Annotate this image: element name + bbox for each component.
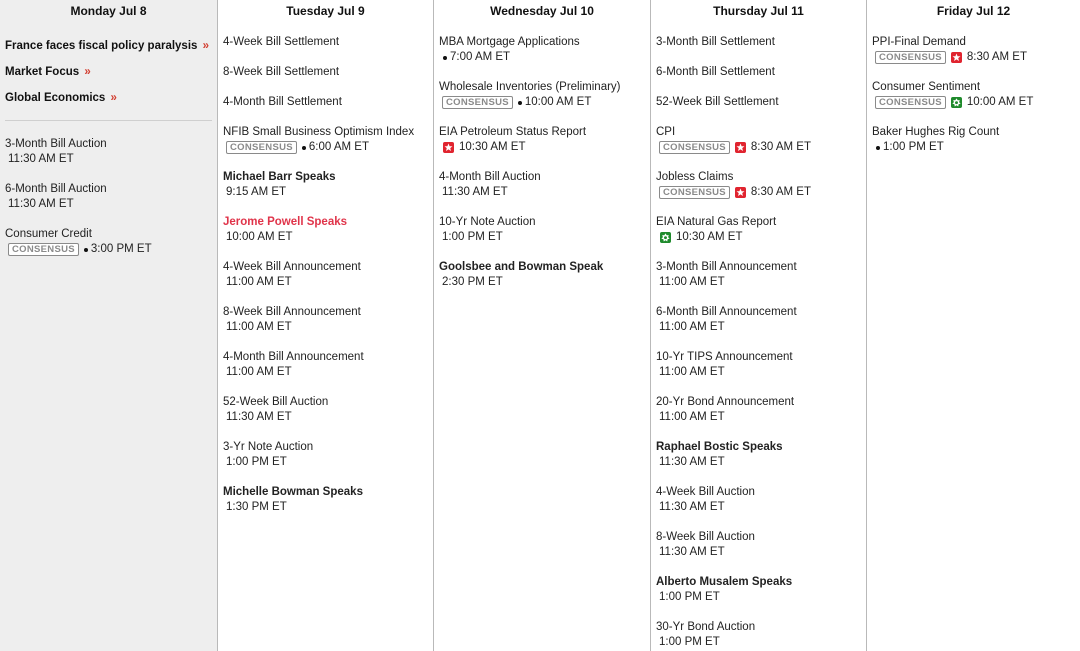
day-header: Wednesday Jul 10: [490, 4, 594, 18]
event-time: 2:30 PM ET: [442, 276, 503, 288]
star-icon: [443, 142, 454, 153]
event-meta: [659, 365, 866, 380]
event-time: 1:00 PM ET: [883, 141, 944, 153]
event-meta: [226, 275, 433, 290]
event-meta: [875, 95, 1080, 110]
event-time: 11:00 AM ET: [226, 366, 292, 378]
calendar-event[interactable]: [439, 35, 650, 65]
calendar-event[interactable]: [656, 260, 866, 290]
calendar-event[interactable]: [5, 227, 217, 257]
event-time: 11:30 AM ET: [442, 186, 508, 198]
calendar-event[interactable]: [5, 182, 217, 212]
day-column-thursday: [651, 0, 867, 651]
event-list: [5, 137, 217, 257]
event-meta: [875, 140, 1080, 155]
star-icon: [951, 52, 962, 63]
consensus-badge[interactable]: CONSENSUS: [442, 96, 513, 109]
event-time: 8:30 AM ET: [750, 141, 811, 153]
event-meta: [659, 185, 866, 200]
event-meta: [659, 230, 866, 245]
bullet-dot-icon: [443, 56, 447, 60]
chevron-right-icon: »: [202, 40, 210, 52]
consensus-badge[interactable]: CONSENSUS: [659, 186, 730, 199]
calendar-event[interactable]: [223, 260, 433, 290]
day-column-wednesday: [434, 0, 651, 651]
calendar-event[interactable]: [439, 215, 650, 245]
event-name[interactable]: 52-Week Bill Auction: [223, 396, 329, 408]
day-header: Friday Jul 12: [936, 4, 1011, 18]
event-time: 11:30 AM ET: [659, 456, 725, 468]
calendar-event[interactable]: [656, 440, 866, 470]
event-time: 1:30 PM ET: [226, 501, 287, 513]
bullet-dot-icon: [876, 146, 880, 150]
event-name[interactable]: Goolsbee and Bowman Speak: [439, 261, 604, 273]
event-list: [656, 35, 866, 650]
calendar-event[interactable]: [656, 35, 866, 50]
event-time: 11:00 AM ET: [659, 321, 725, 333]
calendar-event[interactable]: [656, 575, 866, 605]
event-meta: [226, 185, 433, 200]
event-name[interactable]: 52-Week Bill Settlement: [656, 96, 779, 108]
event-meta: [875, 50, 1080, 65]
event-name[interactable]: Michelle Bowman Speaks: [223, 486, 363, 498]
day-header: Tuesday Jul 9: [286, 4, 365, 18]
news-link-label[interactable]: Market Focus: [5, 66, 80, 78]
bullet-dot-icon: [84, 248, 88, 252]
event-meta: [226, 410, 433, 425]
event-meta: [442, 275, 650, 290]
event-meta: [226, 140, 433, 155]
calendar-event[interactable]: [439, 80, 650, 110]
calendar-event[interactable]: [5, 137, 217, 167]
calendar-event[interactable]: [223, 35, 433, 50]
calendar-event[interactable]: [223, 215, 433, 245]
calendar-event[interactable]: [656, 530, 866, 560]
event-meta: [8, 152, 217, 167]
news-link-label[interactable]: Global Economics: [5, 92, 106, 104]
event-name[interactable]: Jerome Powell Speaks: [223, 216, 348, 228]
event-list: [439, 35, 650, 290]
calendar-event[interactable]: [656, 485, 866, 515]
event-meta: [659, 140, 866, 155]
event-time: 11:00 AM ET: [226, 321, 292, 333]
event-meta: [659, 275, 866, 290]
event-name[interactable]: CPI: [656, 126, 676, 138]
event-meta: [659, 455, 866, 470]
event-meta: [442, 50, 650, 65]
calendar-event[interactable]: [872, 80, 1080, 110]
event-name[interactable]: Michael Barr Speaks: [223, 171, 336, 183]
event-time: 1:00 PM ET: [659, 636, 720, 648]
event-time: 11:00 AM ET: [226, 276, 292, 288]
badge-icon: [951, 97, 962, 108]
calendar-event[interactable]: [223, 65, 433, 80]
star-icon: [735, 142, 746, 153]
event-name[interactable]: Jobless Claims: [656, 171, 734, 183]
event-time: 7:00 AM ET: [450, 51, 511, 63]
event-name[interactable]: 10-Yr Note Auction: [439, 216, 536, 228]
event-name[interactable]: Consumer Sentiment: [872, 81, 981, 93]
news-link-global-economics[interactable]: [5, 92, 217, 104]
event-meta: [8, 197, 217, 212]
event-name[interactable]: 6-Month Bill Announcement: [656, 306, 797, 318]
event-meta: [442, 95, 650, 110]
calendar-event[interactable]: [656, 395, 866, 425]
event-meta: [226, 320, 433, 335]
calendar-event[interactable]: [223, 170, 433, 200]
event-time: 6:00 AM ET: [308, 141, 369, 153]
event-meta: [659, 635, 866, 650]
event-name[interactable]: 4-Month Bill Settlement: [223, 96, 342, 108]
event-meta: [442, 185, 650, 200]
calendar-event[interactable]: [223, 395, 433, 425]
event-name[interactable]: 8-Week Bill Announcement: [223, 306, 361, 318]
calendar-event[interactable]: [656, 620, 866, 650]
news-link-france[interactable]: [5, 40, 217, 52]
star-icon: [735, 187, 746, 198]
event-time: 1:00 PM ET: [442, 231, 503, 243]
divider: [5, 120, 212, 121]
consensus-badge[interactable]: CONSENSUS: [875, 96, 946, 109]
event-meta: [8, 242, 217, 257]
event-time: 10:00 AM ET: [966, 96, 1034, 108]
calendar-event[interactable]: [439, 170, 650, 200]
consensus-badge[interactable]: CONSENSUS: [8, 243, 79, 256]
day-header: Thursday Jul 11: [713, 4, 804, 18]
event-time: 8:30 AM ET: [966, 51, 1027, 63]
event-time: 11:30 AM ET: [8, 198, 74, 210]
news-link-label[interactable]: France faces fiscal policy paralysis: [5, 40, 198, 52]
event-name[interactable]: Alberto Musalem Speaks: [656, 576, 793, 588]
calendar-event[interactable]: [439, 125, 650, 155]
event-list: [223, 35, 433, 515]
event-time: 10:30 AM ET: [676, 231, 743, 243]
event-name[interactable]: 4-Week Bill Settlement: [223, 36, 340, 48]
bullet-dot-icon: [518, 101, 522, 105]
event-name[interactable]: 4-Week Bill Auction: [656, 486, 755, 498]
event-name[interactable]: PPI-Final Demand: [872, 36, 966, 48]
event-time: 11:00 AM ET: [659, 276, 725, 288]
event-time: 9:15 AM ET: [226, 186, 287, 198]
calendar-event[interactable]: [223, 440, 433, 470]
event-time: 1:00 PM ET: [659, 591, 720, 603]
event-meta: [659, 410, 866, 425]
event-name[interactable]: 4-Week Bill Announcement: [223, 261, 361, 273]
news-links: [5, 40, 217, 104]
event-name[interactable]: Baker Hughes Rig Count: [872, 126, 1000, 138]
event-time: 11:00 AM ET: [659, 366, 725, 378]
calendar-event[interactable]: [656, 305, 866, 335]
event-name[interactable]: 30-Yr Bond Auction: [656, 621, 756, 633]
event-name[interactable]: 10-Yr TIPS Announcement: [656, 351, 793, 363]
event-name[interactable]: NFIB Small Business Optimism Index: [223, 126, 415, 138]
event-meta: [226, 365, 433, 380]
event-name[interactable]: 20-Yr Bond Announcement: [656, 396, 795, 408]
event-name[interactable]: 6-Month Bill Settlement: [656, 66, 775, 78]
event-name[interactable]: 3-Month Bill Settlement: [656, 36, 775, 48]
event-time: 11:30 AM ET: [8, 153, 74, 165]
bullet-dot-icon: [302, 146, 306, 150]
event-name[interactable]: Wholesale Inventories (Preliminary): [439, 81, 621, 93]
event-name[interactable]: 6-Month Bill Auction: [5, 183, 107, 195]
event-name[interactable]: 4-Month Bill Announcement: [223, 351, 364, 363]
event-meta: [442, 230, 650, 245]
event-name[interactable]: Consumer Credit: [5, 228, 92, 240]
calendar-event[interactable]: [872, 125, 1080, 155]
event-time: 1:00 PM ET: [226, 456, 287, 468]
calendar-event[interactable]: [656, 125, 866, 155]
chevron-right-icon: »: [84, 66, 91, 78]
event-meta: [226, 455, 433, 470]
day-column-monday: [0, 0, 218, 651]
event-time: 10:00 AM ET: [524, 96, 592, 108]
calendar-event[interactable]: [223, 305, 433, 335]
event-name[interactable]: 4-Month Bill Auction: [439, 171, 541, 183]
badge-icon: [660, 232, 671, 243]
event-name[interactable]: EIA Petroleum Status Report: [439, 126, 587, 138]
day-column-friday: [867, 0, 1080, 651]
event-name[interactable]: 8-Week Bill Auction: [656, 531, 755, 543]
calendar-event[interactable]: [656, 95, 866, 110]
event-time: 3:00 PM ET: [90, 243, 152, 255]
event-meta: [659, 545, 866, 560]
event-time: 11:00 AM ET: [659, 411, 725, 423]
event-meta: [659, 320, 866, 335]
calendar-event[interactable]: [223, 95, 433, 110]
event-meta: [226, 230, 433, 245]
event-name[interactable]: 3-Yr Note Auction: [223, 441, 314, 453]
day-column-tuesday: [218, 0, 434, 651]
calendar-event[interactable]: [656, 65, 866, 80]
consensus-badge[interactable]: CONSENSUS: [226, 141, 297, 154]
event-meta: [659, 500, 866, 515]
event-meta: [226, 500, 433, 515]
event-name[interactable]: Raphael Bostic Speaks: [656, 441, 783, 453]
event-time: 10:30 AM ET: [459, 141, 526, 153]
consensus-badge[interactable]: CONSENSUS: [659, 141, 730, 154]
event-name[interactable]: EIA Natural Gas Report: [656, 216, 777, 228]
calendar-event[interactable]: [656, 215, 866, 245]
event-list: [872, 35, 1080, 155]
day-header: Monday Jul 8: [70, 4, 147, 18]
event-time: 11:30 AM ET: [659, 546, 725, 558]
event-meta: [659, 590, 866, 605]
calendar-event[interactable]: [223, 350, 433, 380]
event-name[interactable]: MBA Mortgage Applications: [439, 36, 580, 48]
calendar-event[interactable]: [872, 35, 1080, 65]
news-link-market-focus[interactable]: [5, 66, 217, 78]
consensus-badge[interactable]: CONSENSUS: [875, 51, 946, 64]
calendar-event[interactable]: [223, 125, 433, 155]
event-name[interactable]: 3-Month Bill Auction: [5, 138, 107, 150]
calendar-event[interactable]: [656, 170, 866, 200]
event-meta: [442, 140, 650, 155]
event-time: 11:30 AM ET: [226, 411, 292, 423]
event-time: 10:00 AM ET: [226, 231, 293, 243]
event-name[interactable]: 3-Month Bill Announcement: [656, 261, 797, 273]
calendar-event[interactable]: [223, 485, 433, 515]
calendar-event[interactable]: [439, 260, 650, 290]
event-time: 8:30 AM ET: [750, 186, 811, 198]
calendar-event[interactable]: [656, 350, 866, 380]
event-name[interactable]: 8-Week Bill Settlement: [223, 66, 340, 78]
event-time: 11:30 AM ET: [659, 501, 725, 513]
chevron-right-icon: »: [110, 92, 117, 104]
